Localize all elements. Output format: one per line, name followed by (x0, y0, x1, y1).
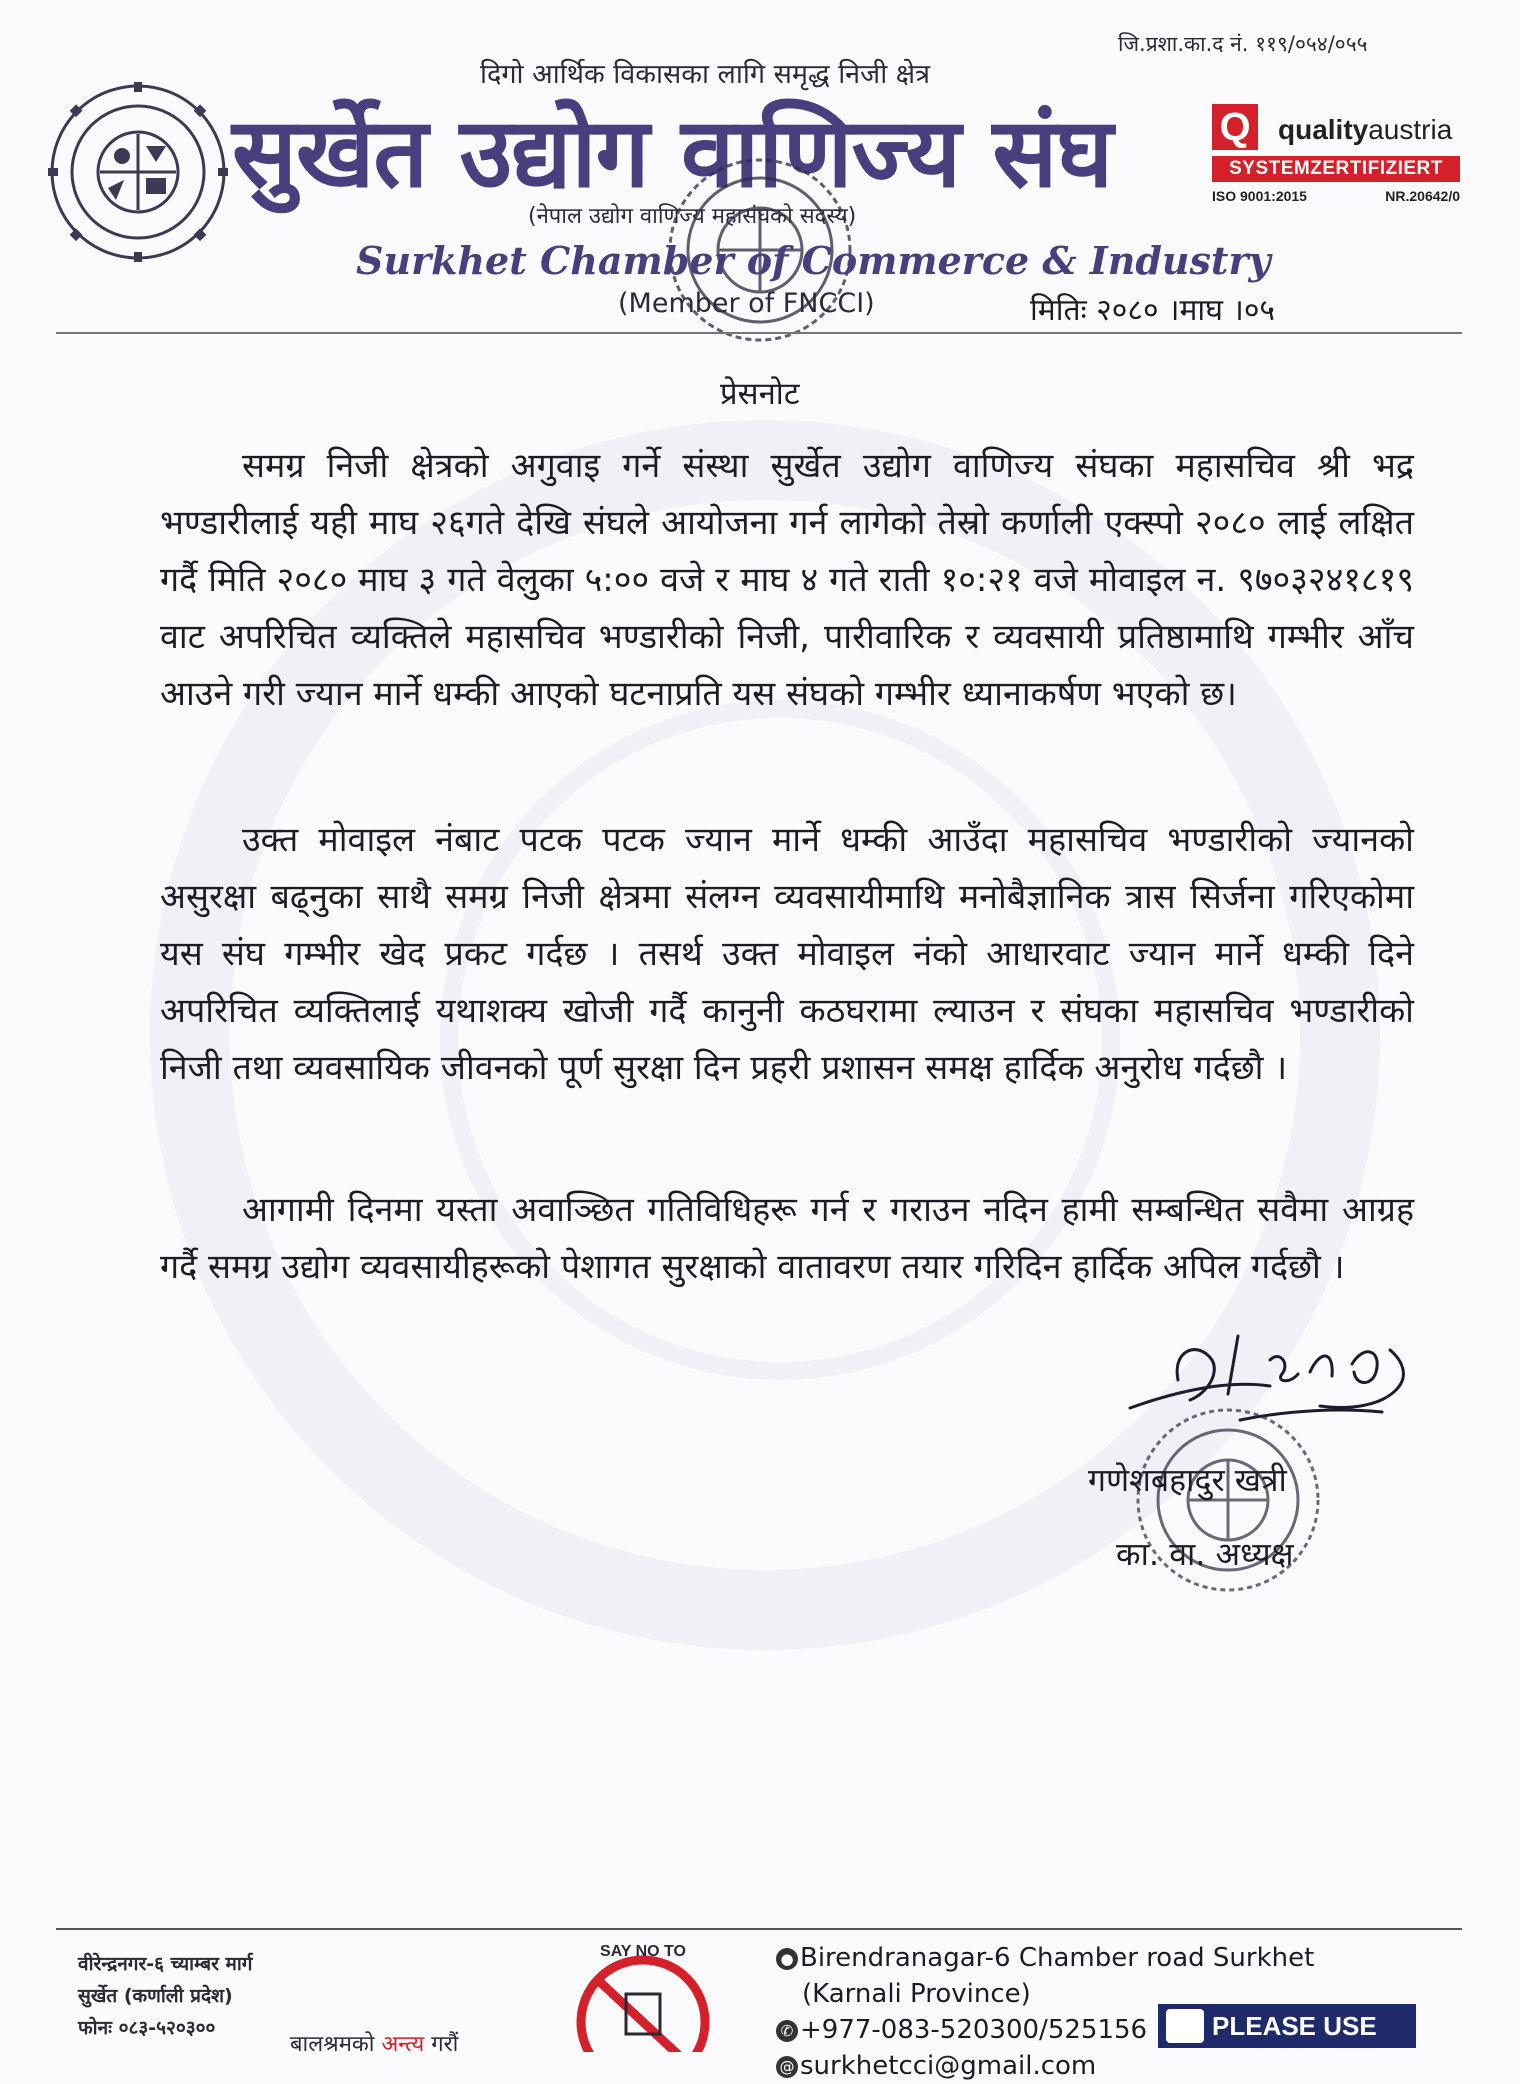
email-address[interactable]: surkhetcci@gmail.com (800, 2051, 1097, 2081)
no-child-labour-badge (548, 1942, 738, 2052)
organization-name-nepali: सुर्खेत उद्योग वाणिज्य संघ (232, 97, 1113, 209)
organization-name-english: Surkhet Chamber of Commerce & Industry (356, 238, 1271, 283)
body-paragraph: समग्र निजी क्षेत्रको अगुवाइ गर्ने संस्था सुर्खेत उद्योग वाणिज्य संघका महासचिव श्री भद्र भण्डारीलाई यही माघ २६गते देखि संघले आयोजना गर्न लागेको तेस्रो कर्णाली एक्स्पो २०८० लाई लक्षित गर्दै मिति २०८० माघ ३ गते वेलुका ५:०० वजे र माघ ४ गते राती १०:२१ वजे मोवाइल न. ९७०३२४१८१९ वाट अपरिचित व्यक्तिले महासचिव भण्डारीको निजी, पारीवारिक र व्यवसायी प्रतिष्ठामाथि गम्भीर आँच आउने गरी ज्यान मार्ने धम्की आएको घटनाप्रति यस संघको गम्भीर ध्यानाकर्षण भएको छ। (160, 446, 1414, 714)
quality-austria-badge (1212, 104, 1460, 204)
signer-title: का. वा. अध्यक्ष (1116, 1535, 1294, 1573)
quality-austria-certified-bar: SYSTEMZERTIFIZIERT (1212, 156, 1460, 182)
fncci-membership-english: (Member of FNCCI) (618, 288, 875, 319)
body-paragraph: आगामी दिनमा यस्ता अवाञ्छित गतिविधिहरू गर्न र गराउन नदिन हामी सम्बन्धित सवैमा आग्रह गर्दै समग्र उद्योग व्यवसायीहरूको पेशागत सुरक्षाको वातावरण तयार गरिदिन हार्दिक अपिल गर्दछौ । (160, 1190, 1414, 1287)
chamber-logo (46, 80, 230, 264)
please-use-banner: PLEASE USE (1158, 2004, 1416, 2048)
child-labour-slogan: बालश्रमको अन्त्य गरौं (290, 2032, 459, 2057)
footer-address-nepali: वीरेन्द्रनगर-६ च्याम्बर मार्ग सुर्खेत (कर्णाली प्रदेश) फोनः ०८३-५२०३०० (78, 1953, 253, 2039)
quality-austria-q-icon: Q (1212, 104, 1258, 150)
quality-austria-name: qualityaustria (1278, 114, 1453, 145)
phone-icon: ✆ (776, 2020, 798, 2042)
iso-standard: ISO 9001:2015 (1212, 188, 1307, 204)
location-pin-icon: ● (776, 1948, 798, 1970)
certificate-number: NR.20642/0 (1385, 188, 1460, 204)
address-english-line-2: (Karnali Province) (802, 1979, 1031, 2009)
tagline: दिगो आर्थिक विकासका लागि समृद्ध निजी क्षेत्र (480, 59, 931, 90)
fncci-membership-nepali: (नेपाल उद्योग वाणिज्य महासंघको सदस्य) (528, 204, 857, 229)
email-icon: @ (776, 2056, 798, 2078)
address-english-line-1: Birendranagar-6 Chamber road Surkhet (800, 1943, 1315, 1973)
phone-number: +977-083-520300/525156 (800, 2015, 1148, 2045)
body-paragraph: उक्त मोवाइल नंबाट पटक पटक ज्यान मार्ने धम्की आउँदा महासचिव भण्डारीको ज्यानको असुरक्षा बढ्नुका साथै समग्र निजी क्षेत्रमा संलग्न व्यवसायीमाथि मनोबैज्ञानिक त्रास सिर्जना गरिएकोमा यस संघ गम्भीर खेद प्रकट गर्दछ । तसर्थ उक्त मोवाइल नंको आधारवाट ज्यान मार्ने धम्की दिने अपरिचित व्यक्तिलाई यथाशक्य खोजी गर्दै कानुनी कठघरामा ल्याउन र संघका महासचिव भण्डारीको निजी तथा व्यवसायिक जीवनको पूर्ण सुरक्षा दिन प्रहरी प्रशासन समक्ष हार्दिक अनुरोध गर्दछौ । (160, 820, 1414, 1088)
footer-divider (56, 1928, 1462, 1930)
letter-date: मितिः २०८० ।माघ ।०५ (1030, 293, 1276, 328)
reference-number: जि.प्रशा.का.द नं. ११९/०५४/०५५ (1118, 32, 1368, 56)
badge-text: SAY NO TO (600, 1943, 686, 1960)
signer-name: गणेशबहादुर खत्री (1088, 1461, 1287, 1499)
please-use-icon (1166, 2009, 1204, 2043)
header-divider (56, 332, 1462, 334)
document-title: प्रेसनोट (720, 376, 800, 412)
